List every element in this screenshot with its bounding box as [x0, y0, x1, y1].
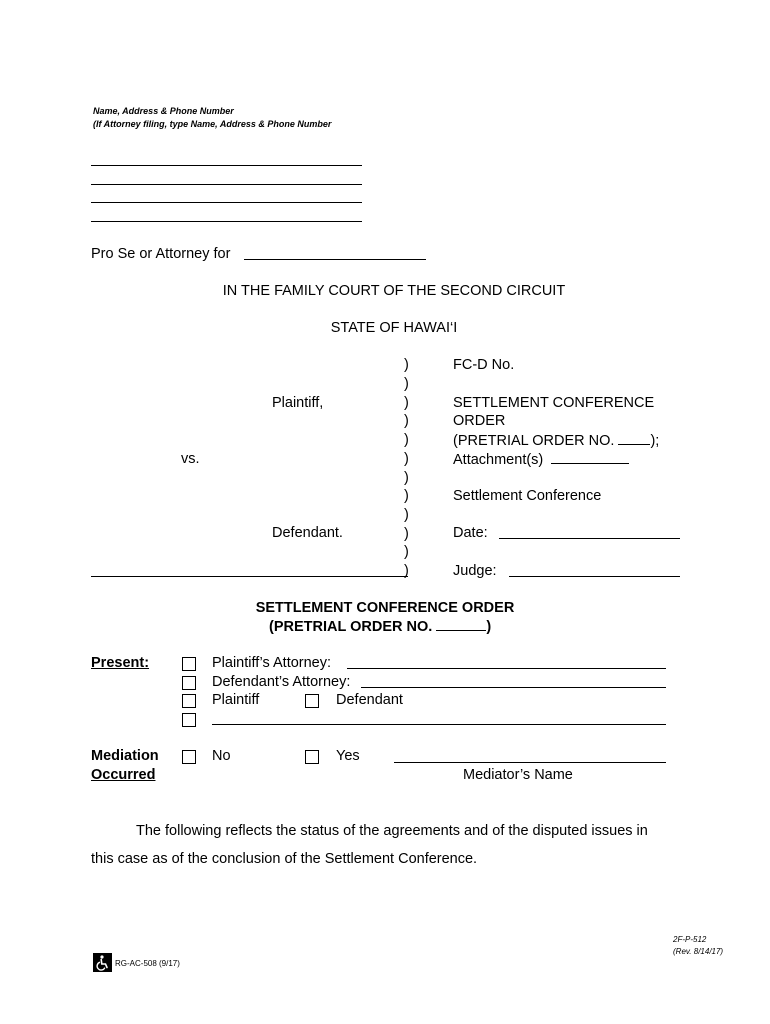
- plaintiffs-attorney-label: Plaintiff’s Attorney:: [212, 655, 332, 671]
- caption-paren: ): [404, 451, 409, 467]
- caption-bottom-line: [91, 576, 408, 577]
- attachments-label: Attachment(s): [453, 452, 544, 468]
- header-name-address: Name, Address & Phone Number: [93, 106, 234, 116]
- pretrial-order-suffix: );: [650, 433, 660, 449]
- court-title: IN THE FAMILY COURT OF THE SECOND CIRCUIT: [222, 283, 566, 299]
- order-heading-suffix: ): [486, 619, 492, 635]
- caption-paren: ): [404, 432, 409, 448]
- mediation-yes-label: Yes: [336, 748, 360, 764]
- mediation-no-label: No: [212, 748, 231, 764]
- order-heading-line1: SETTLEMENT CONFERENCE ORDER: [255, 600, 515, 616]
- address-line-2[interactable]: [91, 184, 362, 185]
- plaintiff-present-label: Plaintiff: [212, 692, 260, 708]
- body-line1: The following reflects the status of the agreements and of the disputed issues in: [136, 823, 648, 839]
- caption-paren: ): [404, 526, 409, 542]
- caption-paren: ): [404, 507, 409, 523]
- court-state: STATE OF HAWAI‘I: [330, 320, 458, 336]
- defendants-attorney-label: Defendant’s Attorney:: [212, 674, 351, 690]
- judge-label: Judge:: [453, 563, 497, 579]
- caption-paren: ): [404, 544, 409, 560]
- case-number-label: FC-D No.: [453, 357, 515, 373]
- defendants-attorney-checkbox[interactable]: [182, 676, 196, 690]
- date-label: Date:: [453, 525, 488, 541]
- address-line-4[interactable]: [91, 221, 362, 222]
- caption-paren: ): [404, 563, 409, 579]
- caption-paren: ): [404, 413, 409, 429]
- vs-label: vs.: [181, 451, 200, 467]
- pro-se-field[interactable]: [244, 259, 426, 260]
- attachments-row: [453, 450, 629, 469]
- plaintiff-checkbox[interactable]: [182, 694, 196, 708]
- caption-paren: ): [404, 470, 409, 486]
- settlement-conference-label: Settlement Conference: [453, 488, 602, 504]
- doc-title-line1: SETTLEMENT CONFERENCE: [453, 395, 655, 411]
- doc-title-line3: [453, 431, 659, 450]
- mediators-name-label: Mediator’s Name: [463, 767, 573, 783]
- mediator-name-field[interactable]: [394, 762, 666, 763]
- defendant-present-label: Defendant: [336, 692, 403, 708]
- judge-field[interactable]: [509, 576, 680, 577]
- caption-paren: ): [404, 376, 409, 392]
- form-id: RG-AC-508 (9/17): [115, 959, 180, 968]
- body-line2: this case as of the conclusion of the Settlement Conference.: [91, 851, 478, 867]
- defendant-checkbox[interactable]: [305, 694, 319, 708]
- form-number: 2F-P-512: [673, 935, 707, 944]
- present-label: Present:: [91, 655, 150, 671]
- header-attorney-note: (If Attorney filing, type Name, Address & Phone Number: [93, 119, 332, 129]
- caption-paren: ): [404, 395, 409, 411]
- plaintiffs-attorney-checkbox[interactable]: [182, 657, 196, 671]
- other-present-checkbox[interactable]: [182, 713, 196, 727]
- address-line-1[interactable]: [91, 165, 362, 166]
- date-field[interactable]: [499, 538, 680, 539]
- wheelchair-icon: [93, 953, 112, 972]
- caption-paren: ): [404, 357, 409, 373]
- mediation-no-checkbox[interactable]: [182, 750, 196, 764]
- pretrial-order-number-field[interactable]: [618, 431, 650, 445]
- order-heading-line2: [269, 617, 491, 636]
- attachments-field[interactable]: [551, 450, 629, 464]
- other-present-field[interactable]: [212, 724, 666, 725]
- form-revision: (Rev. 8/14/17): [673, 947, 724, 956]
- pro-se-label: Pro Se or Attorney for: [91, 246, 231, 262]
- plaintiff-label: Plaintiff,: [272, 395, 324, 411]
- plaintiffs-attorney-field[interactable]: [347, 668, 666, 669]
- order-heading-number-field[interactable]: [436, 617, 486, 631]
- address-line-3[interactable]: [91, 202, 362, 203]
- mediation-label-line1: Mediation: [91, 748, 159, 764]
- defendant-label: Defendant.: [272, 525, 343, 541]
- doc-title-line2: ORDER: [453, 413, 506, 429]
- pretrial-order-prefix: (PRETRIAL ORDER NO.: [453, 433, 615, 449]
- defendants-attorney-field[interactable]: [361, 687, 666, 688]
- mediation-label-line2: Occurred: [91, 767, 156, 783]
- accessibility-icon: [93, 953, 112, 972]
- mediation-yes-checkbox[interactable]: [305, 750, 319, 764]
- caption-paren: ): [404, 488, 409, 504]
- order-heading-prefix: (PRETRIAL ORDER NO.: [269, 619, 433, 635]
